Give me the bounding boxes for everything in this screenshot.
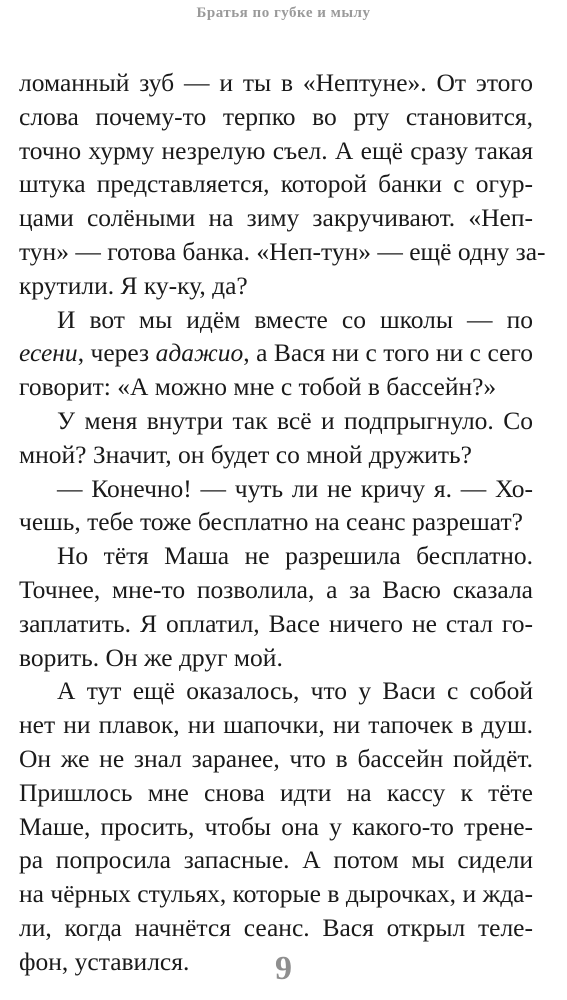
text-line: Точнее, мне-то позволила, а за Васю сказала	[19, 574, 533, 604]
text-line: тун» — готова банка. «Неп-тун» — ещё одну за-	[19, 236, 546, 266]
text-line: нет ни плавок, ни шапочки, ни тапочек в душ.	[19, 710, 533, 740]
text-line: слова почему-то терпко во рту становится,	[19, 101, 533, 131]
text-line: У меня внутри так всё и подпрыгнуло. Со	[57, 405, 533, 435]
text-line: ломанный зуб — и ты в «Нептуне». От этого	[19, 68, 533, 97]
text-line: ра попросила запасные. А потом мы сидели	[19, 845, 533, 875]
text-line: Он же не знал заранее, что в бассейн пойдёт.	[19, 743, 533, 773]
text-line: есени, через адажио, а Вася ни с того ни с сего	[19, 338, 533, 368]
body-text	[19, 66, 546, 979]
text-line: цами солёными на зиму закручивают. «Неп-	[19, 203, 533, 233]
text-line: И вот мы идём вместе со школы — по	[57, 304, 533, 334]
text-line: штука представляется, которой банки с огур-	[19, 169, 533, 199]
text-line: Но тётя Маша не разрешила бесплатно.	[57, 541, 533, 571]
text-line: мной? Значит, он будет со мной дружить?	[19, 439, 472, 469]
text-line: точно хурму незрелую съел. А ещё сразу такая	[19, 135, 533, 165]
text-line: Маше, просить, чтобы она у какого-то трене-	[19, 811, 533, 841]
text-line: чешь, тебе тоже бесплатно на сеанс разрешат?	[19, 507, 523, 537]
text-line: ворить. Он же друг мой.	[19, 642, 283, 672]
text-line: А тут ещё оказалось, что у Васи с собой	[57, 676, 533, 706]
text-line: фон, уставился.	[19, 946, 190, 976]
text-line: на чёрных стульях, которые в дырочках, и жда-	[19, 879, 533, 909]
text-line: говорит: «А можно мне с тобой в бассейн?»	[19, 372, 497, 402]
running-head: Братья по губке и мылу	[196, 5, 371, 21]
text-line: крутили. Я ку-ку, да?	[19, 270, 248, 300]
text-line: Пришлось мне снова идти на кассу к тёте	[19, 777, 533, 807]
text-line: заплатить. Я оплатил, Васе ничего не стал го-	[19, 608, 533, 638]
text-line: ли, когда начнётся сеанс. Вася открыл теле-	[19, 912, 533, 942]
text-line: — Конечно! — чуть ли не кричу я. — Хо-	[57, 473, 533, 503]
page-number: 9	[275, 950, 292, 987]
